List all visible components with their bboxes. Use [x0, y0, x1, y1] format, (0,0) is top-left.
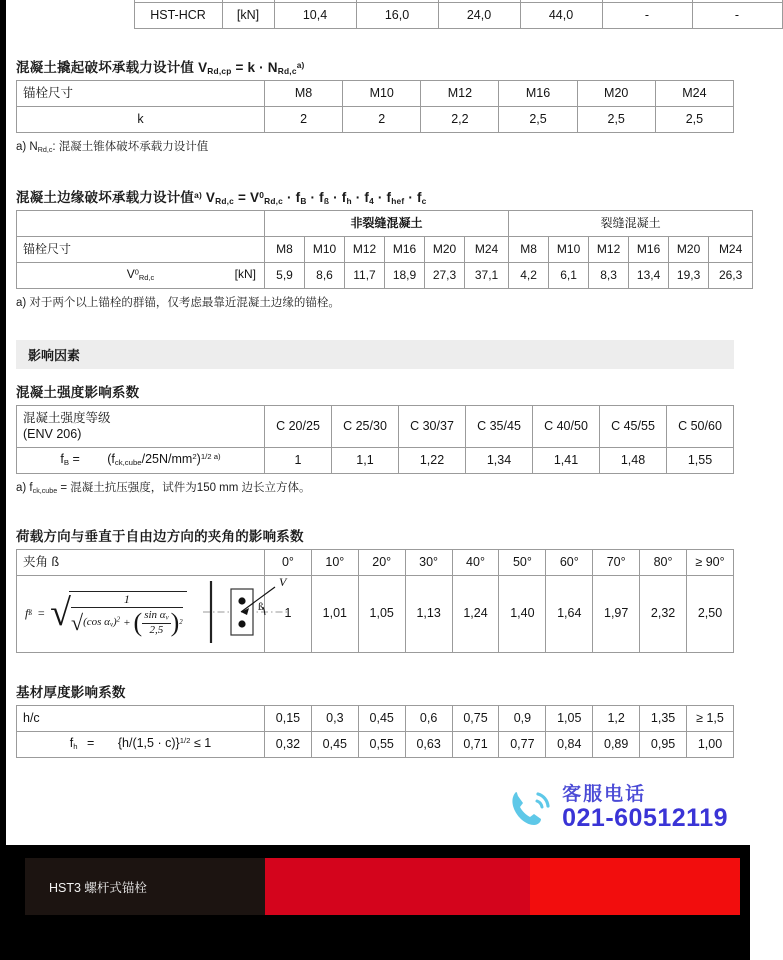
cell: 1,41	[533, 447, 600, 473]
fbeta-sin-sup: 2	[179, 619, 183, 627]
hc-075: 0,75	[452, 705, 499, 731]
edge-value-label	[17, 263, 265, 289]
edge-value-symbol: $V^0_{Rd,c}$	[126, 267, 155, 283]
concrete-class-c2530: C 25/30	[332, 406, 399, 448]
table-header-row	[17, 549, 734, 575]
cell: 0,45	[311, 731, 358, 757]
cell: 26,3	[709, 263, 753, 289]
hc-03: 0,3	[311, 705, 358, 731]
concrete-class-c3037: C 30/37	[399, 406, 466, 448]
cell: 0,95	[640, 731, 687, 757]
cell: 2,32	[640, 575, 687, 652]
edge-failure-heading	[16, 186, 734, 206]
edge-group-uncracked: 非裂缝混凝土	[265, 211, 509, 237]
cell: 1,97	[593, 575, 640, 652]
concrete-class-c4050: C 40/50	[533, 406, 600, 448]
edge-unc-size-m20: M20	[425, 237, 465, 263]
cell: 0,71	[452, 731, 499, 757]
fbeta-f: f	[25, 605, 29, 620]
edge-f1: · $f_B$	[283, 190, 307, 207]
pryout-footnote	[16, 138, 734, 154]
cell: 6,1	[549, 263, 589, 289]
concrete-class-c5060: C 50/60	[667, 406, 734, 448]
fh-formula-cell	[17, 731, 265, 757]
cell: 8,3	[589, 263, 629, 289]
edge-f5: · $f_{hef}$	[373, 190, 405, 207]
pryout-size-m10: M10	[343, 81, 421, 107]
pryout-size-m24: M24	[655, 81, 733, 107]
concrete-strength-table	[16, 405, 734, 474]
cell: 5,9	[265, 263, 305, 289]
cell: 0,77	[499, 731, 546, 757]
cell: -	[602, 3, 692, 29]
pryout-size-m12: M12	[421, 81, 499, 107]
cell: 0,63	[405, 731, 452, 757]
edge-f2: · $f_ß$	[306, 190, 330, 207]
cell: 24,0	[438, 3, 520, 29]
sqrt-glyph: √	[50, 592, 72, 635]
pryout-formula-sub1: Rd,cp	[207, 66, 232, 77]
angle-influence-table	[16, 549, 734, 653]
cell: 1,40	[499, 575, 546, 652]
customer-service-number: 021-60512119	[562, 803, 728, 832]
edge-group-blank	[17, 211, 265, 237]
edge-heading-sub2: Rd,c	[264, 196, 284, 207]
cell: 0,89	[593, 731, 640, 757]
edge-heading-formula: V	[201, 190, 216, 206]
diagram-v-label: V	[278, 574, 287, 589]
fb-body: $(f_{ck,cube}/25N/mm^2)^{1/2 a)}$	[107, 452, 221, 468]
cell: 1,34	[466, 447, 533, 473]
thickness-row-label: h/c	[17, 705, 265, 731]
phone-icon	[508, 786, 554, 830]
paren-open: (	[133, 607, 143, 637]
concrete-class-c4555: C 45/55	[600, 406, 667, 448]
cell: 0,55	[358, 731, 405, 757]
fb-formula-cell	[17, 447, 265, 473]
table-header-row	[17, 406, 734, 448]
edge-unc-size-m12: M12	[345, 237, 385, 263]
fh-body: $\{h/(1,5 \cdot c)\}^{1/2} \le 1$	[117, 736, 212, 751]
influence-factors-band: 影响因素	[16, 340, 734, 369]
cell: 1,22	[399, 447, 466, 473]
table-row	[17, 447, 734, 473]
fbeta-plus: +	[123, 616, 131, 629]
edge-unc-size-m16: M16	[385, 237, 425, 263]
cell: 2	[343, 107, 421, 133]
pryout-formula-eq: = k · N	[231, 60, 278, 75]
pryout-formula-sup: a)	[296, 59, 305, 70]
thickness-influence-table	[16, 705, 734, 758]
edge-value-unit: [kN]	[234, 267, 256, 282]
page-edge-strip-left	[0, 0, 6, 960]
table-header-row	[17, 81, 734, 107]
shear-resistance-partial-table	[16, 0, 783, 29]
cell: 1,05	[358, 575, 405, 652]
fbeta-formula-cell	[17, 574, 287, 652]
edge-f4: · $f_4$	[351, 190, 374, 207]
phone-text-block	[562, 785, 728, 831]
angle-influence-title: 荷载方向与垂直于自由边方向的夹角的影响系数	[16, 528, 304, 544]
edge-heading-text: 混凝土边缘破坏承载力设计值	[16, 190, 195, 206]
angle-row-label: 夹角 ß	[17, 549, 265, 575]
edge-heading-sup-a: a)	[194, 189, 202, 200]
customer-service-label: 客服电话	[562, 784, 647, 805]
concrete-strength-footnote	[16, 479, 734, 495]
fbeta-sub: ß	[28, 608, 33, 618]
edge-heading-eq: = V	[234, 190, 260, 206]
hc-12: 1,2	[593, 705, 640, 731]
angle-50: 50°	[499, 549, 546, 575]
angle-40: 40°	[452, 549, 499, 575]
pryout-heading	[16, 56, 734, 76]
fb-f: f	[60, 452, 64, 467]
beta-angle-diagram	[201, 574, 293, 650]
fb-sub: B	[63, 458, 69, 468]
angle-20: 20°	[358, 549, 405, 575]
hc-06: 0,6	[405, 705, 452, 731]
page-footer	[0, 845, 750, 960]
concrete-class-label-l2: (ENV 206)	[23, 427, 82, 442]
edge-group-cracked: 裂缝混凝土	[509, 211, 753, 237]
edge-cr-size-m8: M8	[509, 237, 549, 263]
concrete-strength-title: 混凝土强度影响系数	[16, 385, 140, 401]
cell: 2,5	[577, 107, 655, 133]
row-unit: [kN]	[222, 3, 274, 29]
table-row	[17, 731, 734, 757]
edge-cr-size-m12: M12	[589, 237, 629, 263]
cell: 1,64	[546, 575, 593, 652]
cell: 1	[265, 447, 332, 473]
footer-red-segment-dark	[265, 858, 530, 915]
hc-105: 1,05	[546, 705, 593, 731]
concrete-class-c2025: C 20/25	[265, 406, 332, 448]
thickness-influence-title: 基材厚度影响系数	[16, 684, 126, 700]
table-group-header-row	[17, 211, 753, 237]
edge-unc-size-m10: M10	[305, 237, 345, 263]
pryout-table	[16, 80, 734, 133]
cs-footnote-text: = 混凝土抗压强度，试件为150 mm 边长立方体。	[57, 481, 311, 494]
row-name: HST-HCR	[134, 3, 222, 29]
pryout-size-m8: M8	[265, 81, 343, 107]
edge-cr-size-m24: M24	[709, 237, 753, 263]
table-row	[17, 107, 734, 133]
footer-red-segment-bright	[530, 858, 740, 915]
paren-close: )	[170, 607, 180, 637]
hc-09: 0,9	[499, 705, 546, 731]
table-row	[17, 575, 734, 652]
cell: 16,0	[356, 3, 438, 29]
cell: 0,84	[546, 731, 593, 757]
table-row	[17, 263, 753, 289]
table-row	[16, 3, 782, 29]
pryout-heading-text: 混凝土撬起破坏承载力设计值	[16, 60, 195, 75]
cell: 2,50	[687, 575, 734, 652]
concrete-class-c3545: C 35/45	[466, 406, 533, 448]
edge-row-label: 锚栓尺寸	[17, 237, 265, 263]
edge-heading-sub1: Rd,c	[215, 196, 235, 207]
cell: 1,24	[452, 575, 499, 652]
fb-eq: =	[69, 452, 80, 467]
cell: 8,6	[305, 263, 345, 289]
angle-70: 70°	[593, 549, 640, 575]
pryout-size-m16: M16	[499, 81, 577, 107]
fbeta-eq: =	[37, 605, 46, 620]
pryout-footnote-prefix: a) N	[16, 141, 38, 154]
cell: 1,48	[600, 447, 667, 473]
cell: 11,7	[345, 263, 385, 289]
cell: 44,0	[520, 3, 602, 29]
fh-sub: h	[73, 742, 78, 752]
cell: 1,55	[667, 447, 734, 473]
sqrt-glyph-inner: √	[71, 610, 84, 636]
cell: 2,2	[421, 107, 499, 133]
angle-0: 0°	[265, 549, 312, 575]
cs-footnote-prefix: a) f	[16, 481, 33, 494]
edge-failure-footnote: a) 对于两个以上锚栓的群锚，仅考虑最靠近混凝土边缘的锚栓。	[16, 297, 340, 310]
cell: 19,3	[669, 263, 709, 289]
fh-f: f	[69, 736, 74, 751]
concrete-class-label-l1: 混凝土强度等级	[23, 411, 111, 426]
edge-unc-size-m8: M8	[265, 237, 305, 263]
document-content	[6, 0, 744, 845]
hc-15: ≥ 1,5	[687, 705, 734, 731]
hc-045: 0,45	[358, 705, 405, 731]
edge-cr-size-m20: M20	[669, 237, 709, 263]
angle-80: 80°	[640, 549, 687, 575]
fbeta-numerator: 1	[71, 593, 183, 609]
cell: 1,1	[332, 447, 399, 473]
fh-eq: =	[87, 736, 95, 751]
cell: 2	[265, 107, 343, 133]
cell: 27,3	[425, 263, 465, 289]
table-header-row	[17, 237, 753, 263]
cell: 13,4	[629, 263, 669, 289]
cell: 1	[265, 575, 312, 652]
pryout-row-label: 锚栓尺寸	[17, 81, 265, 107]
edge-cr-size-m10: M10	[549, 237, 589, 263]
pryout-footnote-sub: Rd,c	[37, 145, 53, 154]
edge-f6: · $f_c$	[404, 190, 427, 207]
pryout-k-label: k	[17, 107, 265, 133]
cell: 10,4	[274, 3, 356, 29]
pryout-formula-sub2: Rd,c	[277, 66, 297, 77]
edge-unc-size-m24: M24	[465, 237, 509, 263]
hc-135: 1,35	[640, 705, 687, 731]
cell: 4,2	[509, 263, 549, 289]
angle-30: 30°	[405, 549, 452, 575]
fbeta-cos-term: (cos $\alpha_v)^2$	[83, 616, 121, 629]
cell: 2,5	[499, 107, 577, 133]
angle-90: ≥ 90°	[687, 549, 734, 575]
cell: 0,32	[265, 731, 312, 757]
concrete-class-label	[17, 406, 265, 448]
cs-footnote-sub: ck,cube	[32, 486, 58, 495]
cell: 18,9	[385, 263, 425, 289]
edge-f3: · $f_h$	[329, 190, 352, 207]
table-header-row	[17, 705, 734, 731]
edge-heading-sup0: 0	[259, 189, 265, 200]
edge-cr-size-m16: M16	[629, 237, 669, 263]
cell: 1,00	[687, 731, 734, 757]
cell: 1,13	[405, 575, 452, 652]
pryout-footnote-text: : 混凝土锥体破坏承载力设计值	[52, 141, 209, 154]
top-partial-table-clip	[16, 0, 740, 44]
edge-failure-table	[16, 210, 753, 289]
angle-10: 10°	[311, 549, 358, 575]
fbeta-sin-fraction: $\sin \alpha_v$ 2,5	[144, 609, 169, 636]
pryout-size-m20: M20	[577, 81, 655, 107]
cell: 1,01	[311, 575, 358, 652]
hc-015: 0,15	[265, 705, 312, 731]
customer-service-banner[interactable]	[508, 785, 728, 831]
cell: 2,5	[655, 107, 733, 133]
diagram-beta-label: ß	[257, 600, 264, 613]
footer-product-label: HST3 螺杆式锚栓	[25, 858, 265, 915]
pryout-formula-v: V	[198, 60, 208, 75]
cell: 37,1	[465, 263, 509, 289]
angle-60: 60°	[546, 549, 593, 575]
cell: -	[692, 3, 782, 29]
